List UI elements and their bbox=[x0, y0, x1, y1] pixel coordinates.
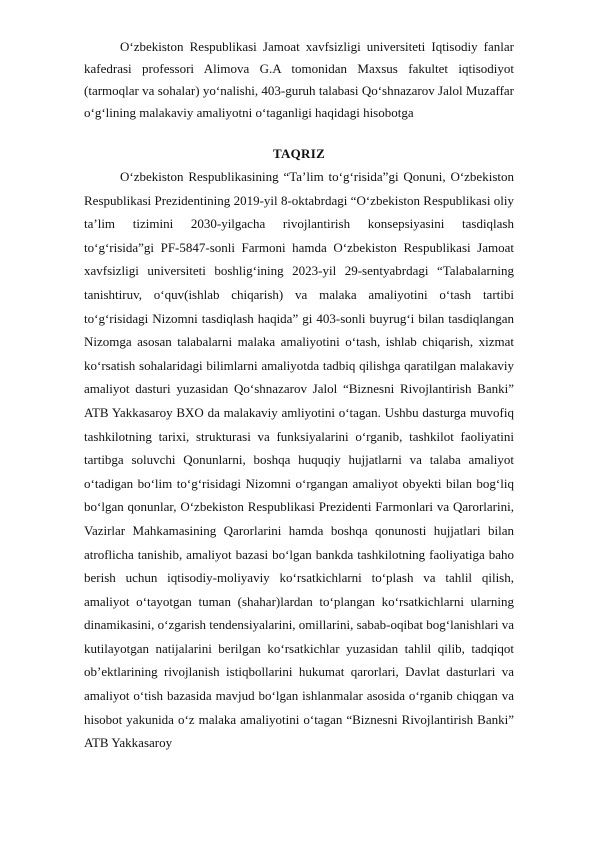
document-intro-paragraph: O‘zbekiston Respublikasi Jamoat xavfsizligi universiteti Iqtisodiy fanlar kafedrasi professori Alimova G.A tomonidan Maxsus fakultet iqtisodiyot (tarmoqlar va sohalar) yo‘nalishi, 403-guruh talabasi Qo‘shnazarov Jalol Muzaffar o‘g‘lining malakaviy amaliyotni o‘taganligi haqidagi hisobotga bbox=[84, 39, 514, 120]
document-page bbox=[84, 36, 514, 755]
document-heading: TAQRIZ bbox=[272, 146, 326, 161]
document-body-paragraph: O‘zbekiston Respublikasining “Ta’lim to‘g‘risida”gi Qonuni, O‘zbekiston Respublikasi Prezidentining 2019-yil 8-oktabrdagi “O‘zbekiston Respublikasi oliy ta’lim tizimini 2030-yilgacha rivojlantirish konsepsiyasini tasdiqlash to‘g‘risida”gi PF-5847-sonli Farmoni hamda O‘zbekiston Respublikasi Jamoat xavfsizligi universiteti boshlig‘ining 2023-yil 29-sentyabrdagi “Talabalarning tanishtiruv, o‘quv(ishlab chiqarish) va malaka amaliyotini o‘tash tartibi to‘g‘risidagi Nizomni tasdiqlash haqida” gi 403-sonli buyrug‘i bilan tasdiqlangan Nizomga asosan talabalarni malaka amaliyotini o‘tash, ishlab chiqarish, xizmat ko‘rsatish sohalaridagi bilimlarni amaliyotda tadbiq qilishga qaratilgan malakaviy amaliyot dasturi yuzasidan Qo‘shnazarov Jalol “Biznesni Rivojlantirish Banki” ATB Yakkasaroy BXO da malakaviy amliyotini o‘tagan. Ushbu dasturga muvofiq tashkilotning tarixi, strukturasi va funksiyalarini o‘rganib, tashkilot faoliyatini tartibga soluvchi Qonunlarni, boshqa huquqiy hujjatlarni va talaba amaliyot o‘tadigan bo‘lim to‘g‘risidagi Nizomni o‘rgangan amaliyot obyekti bilan bog‘liq bo‘lgan qonunlar, O‘zbekiston Respublikasi Prezidenti Farmonlari va Qarorlarini, Vazirlar Mahkamasining Qarorlarini hamda boshqa qonunosti hujjatlari bilan atroflicha tanishib, amaliyot bazasi bo‘lgan bankda tashkilotning faoliyatiga baho berish uchun iqtisodiy-moliyaviy ko‘rsatkichlarni to‘plash va tahlil qilish, amaliyot o‘tayotgan tuman (shahar)lardan to‘plangan ko‘rsatkichlarni ularning dinamikasini, o‘zgarish tendensiyalarini, omillarini, sabab-oqibat bog‘lanishlari va kutilayotgan natijalarini berilgan ko‘rsatkichlar yuzasidan tahlil qilib, tadqiqot ob’ektlarining rivojlanish istiqbollarini hukumat qarorlari, Davlat dasturlari va amaliyot o‘tish bazasida mavjud bo‘lgan ishlanmalar asosida o‘rganib chiqgan va hisobot yakunida o‘z malaka amaliyotini o‘tagan “Biznesni Rivojlantirish Banki” ATB Yakkasaroy bbox=[84, 169, 514, 751]
